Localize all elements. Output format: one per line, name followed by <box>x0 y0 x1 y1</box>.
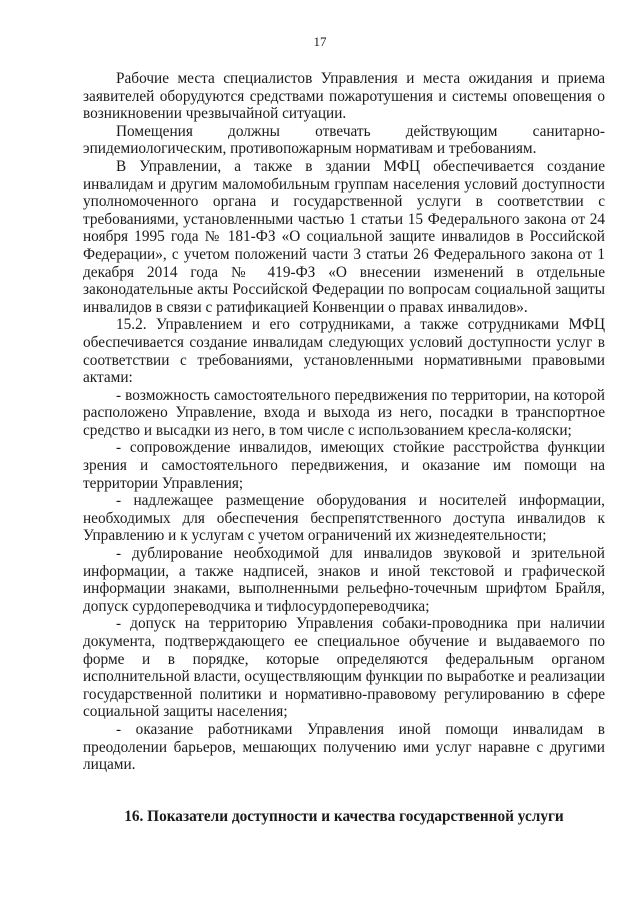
paragraph-premises: Помещения должны отвечать действующим санитарно-эпидемиологическим, противопожарным нормативам и требованиям. <box>83 122 605 158</box>
paragraph-workplaces: Рабочие места специалистов Управления и места ожидания и приема заявителей оборудуются средствами пожаротушения и системы оповещения о возникновении чрезвычайной ситуации. <box>83 70 605 123</box>
list-item: - допуск на территорию Управления собаки-проводника при наличии документа, подтверждающего ее специальное обучение и выдаваемого по форме и в порядке, которые определяются федеральным органом исполнительной власти, осуществляющим функции по выработке и реализации государственной политики и нормативно-правовому регулированию в сфере социальной защиты населения; <box>83 615 605 721</box>
document-body <box>83 70 605 825</box>
list-item: - возможность самостоятельного передвижения по территории, на которой расположено Управление, входа и выхода из него, посадки в транспортное средство и высадки из него, в том числе с использованием кресла-коляски; <box>83 386 605 439</box>
page-number: 17 <box>313 34 327 49</box>
paragraph-accessibility: В Управлении, а также в здании МФЦ обеспечивается создание инвалидам и другим маломобильным группам населения условий доступности уполномоченного органа и государственной услуги в соответствии с требованиями, установленными частью 1 статьи 15 Федерального закона от 24 ноября 1995 года № 181-ФЗ «О социальной защите инвалидов в Российской Федерации», с учетом положений части 3 статьи 26 Федерального закона от 1 декабря 2014 года № 419-ФЗ «О внесении изменений в отдельные законодательные акты Российской Федерации по вопросам социальной защиты инвалидов в связи с ратификацией Конвенции о правах инвалидов». <box>83 157 605 316</box>
paragraph-section-15-2: 15.2. Управлением и его сотрудниками, а также сотрудниками МФЦ обеспечивается создание инвалидам следующих условий доступности услуг в соответствии с требованиями, установленными нормативными правовыми актами: <box>83 316 605 387</box>
list-item: - сопровождение инвалидов, имеющих стойкие расстройства функции зрения и самостоятельного передвижения, и оказание им помощи на территории Управления; <box>83 439 605 492</box>
list-item: - надлежащее размещение оборудования и носителей информации, необходимых для обеспечения беспрепятственного доступа инвалидов к Управлению и к услугам с учетом ограничений их жизнедеятельности; <box>83 492 605 545</box>
list-item: - дублирование необходимой для инвалидов звуковой и зрительной информации, а также надписей, знаков и иной текстовой и графической информации знаками, выполненными рельефно-точечным шрифтом Брайля, допуск сурдопереводчика и тифлосурдопереводчика; <box>83 545 605 615</box>
section-heading: 16. Показатели доступности и качества государственной услуги <box>124 807 564 825</box>
list-item: - оказание работниками Управления иной помощи инвалидам в преодолении барьеров, мешающих получению ими услуг наравне с другими лицами. <box>83 720 605 774</box>
